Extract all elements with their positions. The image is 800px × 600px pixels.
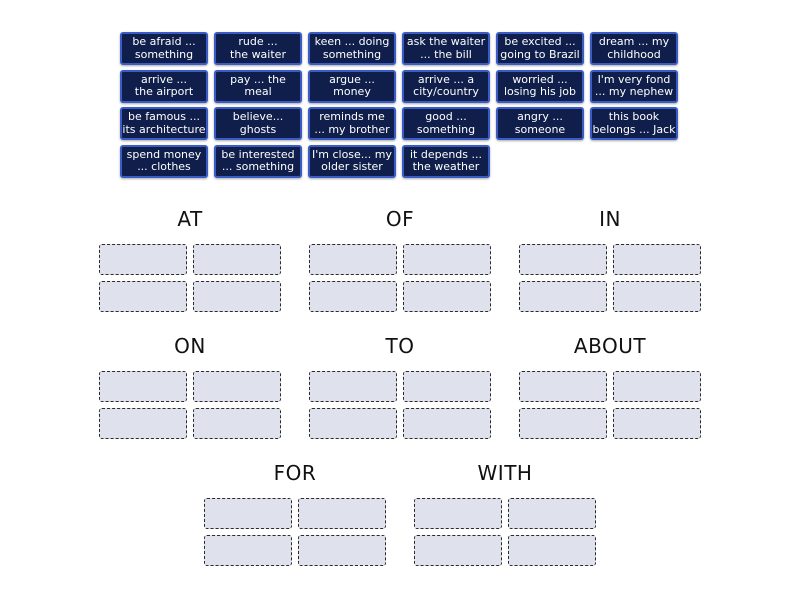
- phrase-card[interactable]: arrive ... a city/country: [402, 70, 490, 103]
- drop-slot-at[interactable]: [193, 281, 281, 312]
- drop-slot-on[interactable]: [99, 408, 187, 439]
- phrase-card[interactable]: good ... something: [402, 107, 490, 140]
- phrase-card[interactable]: rude ... the waiter: [214, 32, 302, 65]
- phrase-card[interactable]: pay ... the meal: [214, 70, 302, 103]
- drop-slot-to[interactable]: [309, 371, 397, 402]
- group-heading-with: WITH: [477, 461, 533, 485]
- drop-slot-of[interactable]: [403, 244, 491, 275]
- drop-slot-in[interactable]: [519, 244, 607, 275]
- phrase-card[interactable]: this book belongs ... Jack: [590, 107, 678, 140]
- drop-slot-of[interactable]: [403, 281, 491, 312]
- drop-slot-of[interactable]: [309, 244, 397, 275]
- phrase-card[interactable]: reminds me ... my brother: [308, 107, 396, 140]
- drop-slot-about[interactable]: [613, 408, 701, 439]
- drop-slot-about[interactable]: [519, 371, 607, 402]
- drop-slot-to[interactable]: [403, 408, 491, 439]
- drop-slot-for[interactable]: [298, 535, 386, 566]
- phrase-card[interactable]: argue ... money: [308, 70, 396, 103]
- group-heading-at: AT: [177, 207, 203, 231]
- phrase-card[interactable]: I'm very fond ... my nephew: [590, 70, 678, 103]
- group-heading-on: ON: [174, 334, 206, 358]
- drop-slot-with[interactable]: [508, 535, 596, 566]
- drop-slot-for[interactable]: [204, 535, 292, 566]
- drop-slot-at[interactable]: [99, 244, 187, 275]
- phrase-card[interactable]: spend money ... clothes: [120, 145, 208, 178]
- phrase-card[interactable]: angry ... someone: [496, 107, 584, 140]
- drop-slot-in[interactable]: [613, 244, 701, 275]
- drop-slot-for[interactable]: [204, 498, 292, 529]
- drop-slot-to[interactable]: [403, 371, 491, 402]
- drop-slot-for[interactable]: [298, 498, 386, 529]
- drop-slot-on[interactable]: [193, 371, 281, 402]
- drop-slot-on[interactable]: [99, 371, 187, 402]
- phrase-card[interactable]: it depends ... the weather: [402, 145, 490, 178]
- drop-slot-at[interactable]: [99, 281, 187, 312]
- drop-slot-on[interactable]: [193, 408, 281, 439]
- group-heading-for: FOR: [273, 461, 317, 485]
- group-heading-of: OF: [385, 207, 415, 231]
- phrase-card[interactable]: dream ... my childhood: [590, 32, 678, 65]
- group-heading-about: ABOUT: [573, 334, 647, 358]
- phrase-card[interactable]: be afraid ... something: [120, 32, 208, 65]
- phrase-card[interactable]: be excited ... going to Brazil: [496, 32, 584, 65]
- phrase-card[interactable]: worried ... losing his job: [496, 70, 584, 103]
- drop-slot-with[interactable]: [414, 535, 502, 566]
- phrase-card[interactable]: I'm close... my older sister: [308, 145, 396, 178]
- phrase-card[interactable]: be interested ... something: [214, 145, 302, 178]
- group-heading-in: IN: [599, 207, 621, 231]
- drop-slot-in[interactable]: [519, 281, 607, 312]
- drop-slot-with[interactable]: [508, 498, 596, 529]
- phrase-card[interactable]: be famous ... its architecture: [120, 107, 208, 140]
- drop-slot-about[interactable]: [613, 371, 701, 402]
- phrase-card[interactable]: believe... ghosts: [214, 107, 302, 140]
- phrase-card[interactable]: arrive ... the airport: [120, 70, 208, 103]
- phrase-card[interactable]: ask the waiter ... the bill: [402, 32, 490, 65]
- phrase-card[interactable]: keen ... doing something: [308, 32, 396, 65]
- drop-slot-at[interactable]: [193, 244, 281, 275]
- drop-slot-in[interactable]: [613, 281, 701, 312]
- drop-slot-about[interactable]: [519, 408, 607, 439]
- drop-slot-with[interactable]: [414, 498, 502, 529]
- drop-slot-of[interactable]: [309, 281, 397, 312]
- drop-slot-to[interactable]: [309, 408, 397, 439]
- group-heading-to: TO: [385, 334, 415, 358]
